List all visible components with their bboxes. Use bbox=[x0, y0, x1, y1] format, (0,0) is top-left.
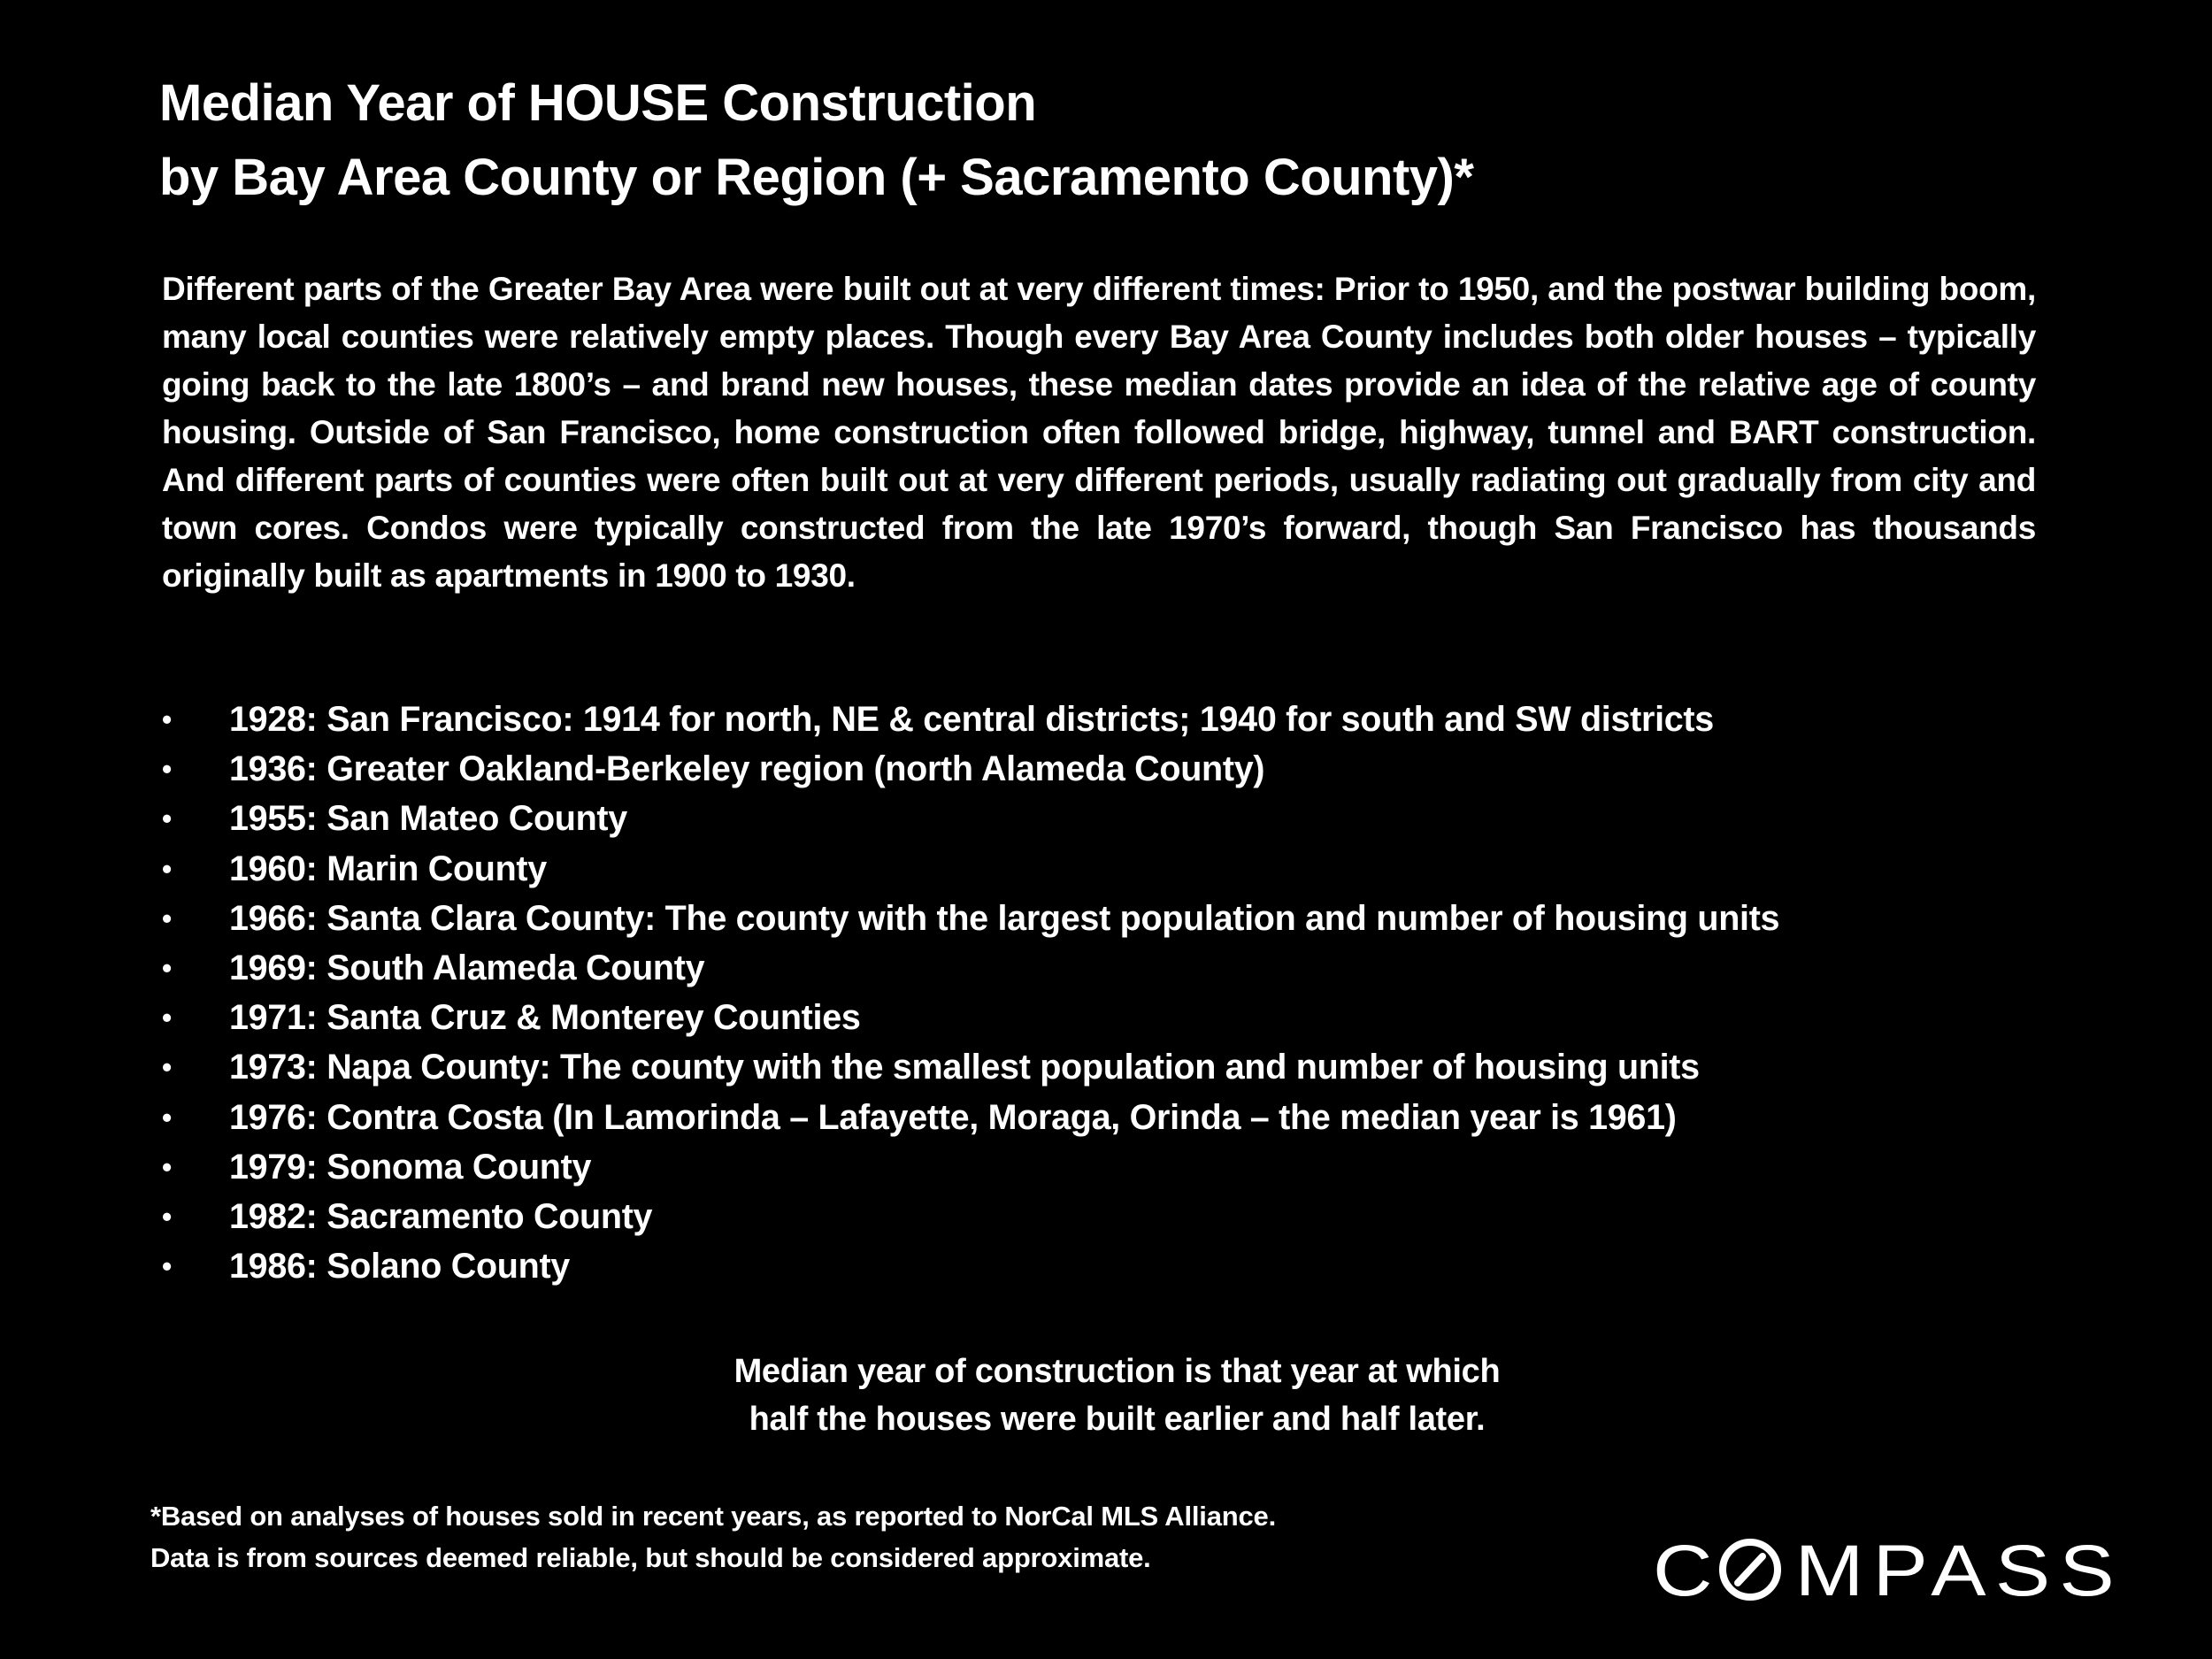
compass-logo bbox=[1653, 1535, 2126, 1606]
list-item bbox=[159, 1192, 2106, 1241]
list-item-text: 1986: Solano County bbox=[229, 1247, 570, 1286]
list-item bbox=[159, 794, 2106, 843]
list-item bbox=[159, 844, 2106, 894]
median-definition-note bbox=[602, 1348, 1632, 1443]
list-item-text: 1928: San Francisco: 1914 for north, NE & central districts; 1940 for south and SW districts bbox=[229, 700, 1714, 739]
list-item bbox=[159, 943, 2106, 993]
bullet-icon: • bbox=[162, 1101, 172, 1133]
bullet-icon: • bbox=[162, 1250, 172, 1283]
list-item bbox=[159, 894, 2106, 943]
bullet-icon: • bbox=[162, 753, 172, 786]
bullet-icon: • bbox=[162, 1150, 172, 1183]
intro-paragraph: Different parts of the Greater Bay Area were built out at very different times: Prior to 1950, and the postwar building boom, many local counties were relatively empty places. Though every Bay Area County includes both older houses – typically going back to the late 1800’s – and brand new houses, these median dates provide an idea of the relative age of county housing. Outside of San Francisco, home construction often followed bridge, highway, tunnel and BART construction. And different parts of counties were often built out at very different periods, usually radiating out gradually from city and town cores. Condos were typically constructed from the late 1970’s forward, though San Francisco has thousands originally built as apartments in 1900 to 1930. bbox=[162, 271, 2036, 594]
list-item-text: 1960: Marin County bbox=[229, 849, 547, 888]
list-item-text: 1976: Contra Costa (In Lamorinda – Lafayette, Moraga, Orinda – the median year is 1961) bbox=[229, 1097, 1677, 1137]
bullet-icon: • bbox=[162, 703, 172, 735]
bullet-icon: • bbox=[162, 902, 172, 934]
list-item bbox=[159, 1241, 2106, 1291]
median-year-list bbox=[159, 695, 2106, 1291]
title-line-2: by Bay Area County or Region (+ Sacramento County)* bbox=[159, 149, 1474, 206]
list-item-text: 1969: South Alameda County bbox=[229, 948, 705, 987]
bullet-icon: • bbox=[162, 803, 172, 835]
list-item bbox=[159, 1042, 2106, 1092]
list-item bbox=[159, 1142, 2106, 1192]
footnote-line-1: *Based on analyses of houses sold in recent years, as reported to NorCal MLS Alliance. bbox=[150, 1501, 1276, 1532]
bullet-icon: • bbox=[162, 1002, 172, 1034]
note-line-1: Median year of construction is that year at which bbox=[733, 1353, 1501, 1390]
source-footnote bbox=[150, 1495, 1478, 1578]
list-item-text: 1955: San Mateo County bbox=[229, 799, 627, 839]
list-item-text: 1982: Sacramento County bbox=[229, 1196, 653, 1236]
footnote-line-2: Data is from sources deemed reliable, but should be considered approximate. bbox=[150, 1542, 1151, 1573]
compass-logo-icon bbox=[1653, 1535, 2126, 1606]
title-line-1: Median Year of HOUSE Construction bbox=[159, 74, 1037, 132]
list-item-text: 1966: Santa Clara County: The county with the largest population and number of housing units bbox=[229, 898, 1780, 938]
list-item-text: 1973: Napa County: The county with the smallest population and number of housing units bbox=[229, 1048, 1700, 1087]
bullet-icon: • bbox=[162, 852, 172, 885]
list-item bbox=[159, 993, 2106, 1042]
list-item bbox=[159, 695, 2106, 744]
bullet-icon: • bbox=[162, 1051, 172, 1084]
list-item-text: 1971: Santa Cruz & Monterey Counties bbox=[229, 998, 861, 1038]
list-item-text: 1979: Sonoma County bbox=[229, 1147, 592, 1187]
note-line-2: half the houses were built earlier and half later. bbox=[749, 1401, 1486, 1438]
page-title bbox=[159, 66, 2062, 215]
bullet-icon: • bbox=[162, 1200, 172, 1233]
list-item-text: 1936: Greater Oakland-Berkeley region (north Alameda County) bbox=[229, 749, 1265, 789]
logo-letter-c: C bbox=[1653, 1535, 1714, 1606]
logo-letters-mpass: MPASS bbox=[1794, 1535, 2084, 1606]
bullet-icon: • bbox=[162, 951, 172, 984]
list-item bbox=[159, 1093, 2106, 1142]
list-item bbox=[159, 744, 2106, 794]
